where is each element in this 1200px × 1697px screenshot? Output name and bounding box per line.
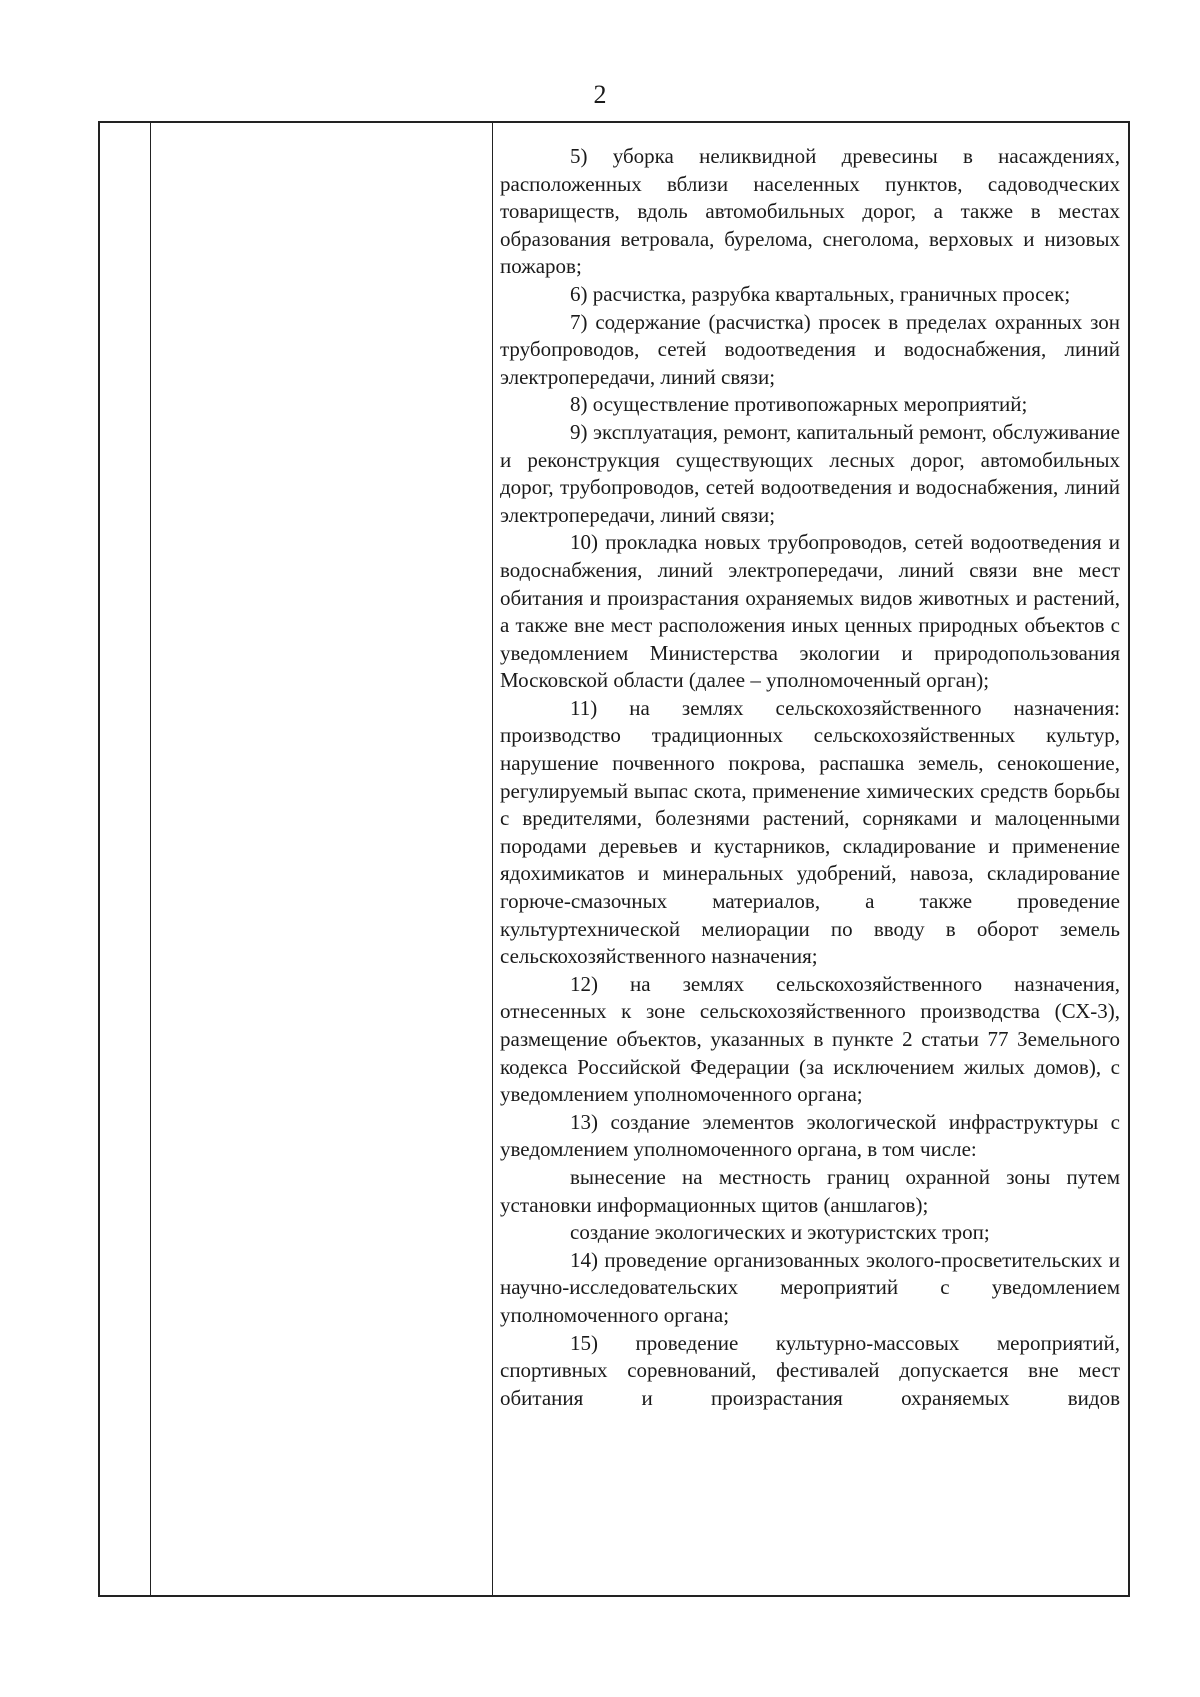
document-table xyxy=(98,121,1130,1597)
column-divider xyxy=(492,123,493,1595)
paragraph-item-7: 7) содержание (расчистка) просек в пределах охранных зон трубопроводов, сетей водоотведения и водоснабжения, линий электропередачи, линий связи; xyxy=(500,309,1120,389)
paragraph-item-11: 11) на землях сельскохозяйственного назначения: производство традиционных сельскохозяйственных культур, нарушение почвенного покрова, распашка земель, сенокошение, регулируемый выпас скота, применение химических средств борьбы с вредителями, болезнями растений, сорняками и малоценными породами деревьев и кустарников, складирование и применение ядохимикатов и минеральных удобрений, навоза, складирование горюче-смазочных материалов, а также проведение культуртехнической мелиорации по вводу в оборот земель сельскохозяйственного назначения; xyxy=(500,695,1120,969)
paragraph-item-15: 15) проведение культурно-массовых мероприятий, спортивных соревнований, фестивалей допускается вне мест обитания и произрастания охраняемых видов xyxy=(500,1330,1120,1410)
paragraph-item-8: 8) осуществление противопожарных мероприятий; xyxy=(570,392,1028,417)
column-divider xyxy=(150,123,151,1595)
text-cell xyxy=(500,143,1120,1412)
paragraph-item-6: 6) расчистка, разрубка квартальных, граничных просек; xyxy=(570,281,1071,306)
paragraph-subitem-boundaries: вынесение на местность границ охранной зоны путем установки информационных щитов (аншлагов); xyxy=(500,1164,1120,1217)
paragraph-item-5: 5) уборка неликвидной древесины в насаждениях, расположенных вблизи населенных пунктов, садоводческих товариществ, вдоль автомобильных дорог, а также в местах образования ветровала, бурелома, снеголома, верховых и низовых пожаров; xyxy=(500,144,1120,279)
paragraph-subitem-trails: создание экологических и экотуристских троп; xyxy=(570,1220,990,1245)
page-number: 2 xyxy=(593,80,607,109)
paragraph-item-10: 10) прокладка новых трубопроводов, сетей водоотведения и водоснабжения, линий электропередачи, линий связи вне мест обитания и произрастания охраняемых видов животных и растений, а также вне мест расположения иных ценных природных объектов с уведомлением Министерства экологии и природопользования Московской области (далее – уполномоченный орган); xyxy=(500,530,1120,693)
paragraph-item-13: 13) создание элементов экологической инфраструктуры с уведомлением уполномоченного органа, в том числе: xyxy=(500,1109,1120,1162)
paragraph-item-9: 9) эксплуатация, ремонт, капитальный ремонт, обслуживание и реконструкция существующих лесных дорог, автомобильных дорог, трубопроводов, сетей водоотведения и водоснабжения, линий электропередачи, линий связи; xyxy=(500,419,1120,527)
paragraph-item-12: 12) на землях сельскохозяйственного назначения, отнесенных к зоне сельскохозяйственного производства (СХ-3), размещение объектов, указанных в пункте 2 статьи 77 Земельного кодекса Российской Федерации (за исключением жилых домов), с уведомлением уполномоченного органа; xyxy=(500,971,1120,1107)
paragraph-item-14: 14) проведение организованных эколого-просветительских и научно-исследовательских мероприятий с уведомлением уполномоченного органа; xyxy=(500,1247,1120,1327)
